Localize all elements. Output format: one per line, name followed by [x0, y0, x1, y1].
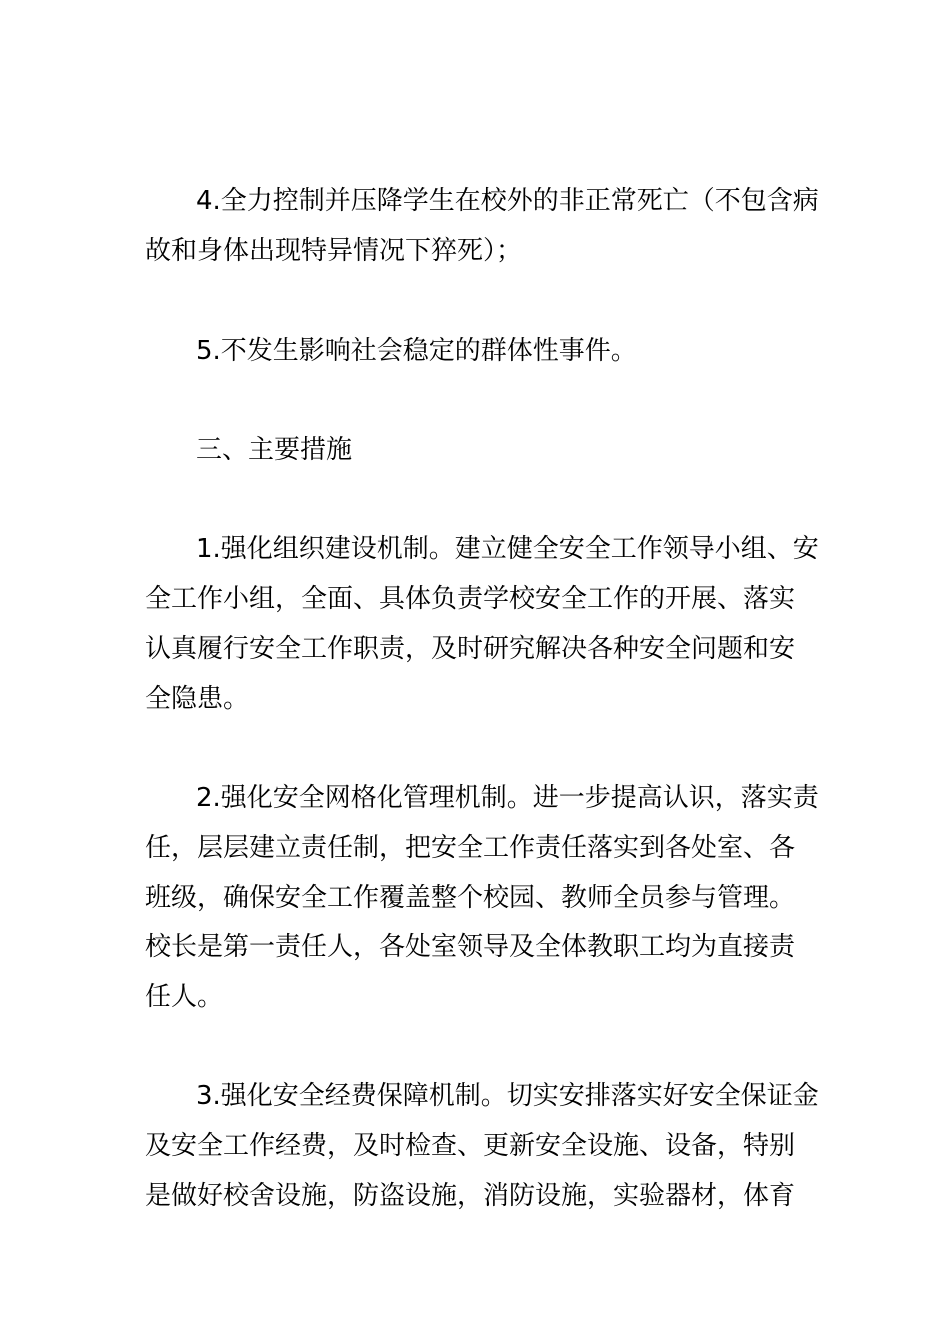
text-line: 故和身体出现特异情况下猝死）；	[145, 236, 523, 266]
text-line: 1.强化组织建设机制。建立健全安全工作领导小组、安	[196, 534, 819, 564]
text-line: 任，层层建立责任制，把安全工作责任落实到各处室、各	[145, 833, 796, 863]
text-line: 及安全工作经费，及时检查、更新安全设施、设备，特别	[145, 1131, 796, 1161]
text-line: 4.全力控制并压降学生在校外的非正常死亡（不包含病	[196, 186, 819, 216]
text-line: 5.不发生影响社会稳定的群体性事件。	[196, 336, 637, 366]
text-line: 全隐患。	[145, 684, 250, 714]
text-line: 任人。	[145, 982, 224, 1012]
text-line: 是做好校舍设施，防盗设施，消防设施，实验器材，体育	[145, 1181, 796, 1211]
text-line: 3.强化安全经费保障机制。切实安排落实好安全保证金	[196, 1081, 819, 1111]
text-line: 2.强化安全网格化管理机制。进一步提高认识，落实责	[196, 783, 819, 813]
text-line: 校长是第一责任人，各处室领导及全体教职工均为直接责	[145, 932, 796, 962]
text-line: 认真履行安全工作职责，及时研究解决各种安全问题和安	[145, 634, 796, 664]
heading-text: 三、主要措施	[196, 435, 353, 465]
text-line: 全工作小组，全面、具体负责学校安全工作的开展、落实	[145, 584, 796, 614]
text-line: 班级，确保安全工作覆盖整个校园、教师全员参与管理。	[145, 883, 796, 913]
